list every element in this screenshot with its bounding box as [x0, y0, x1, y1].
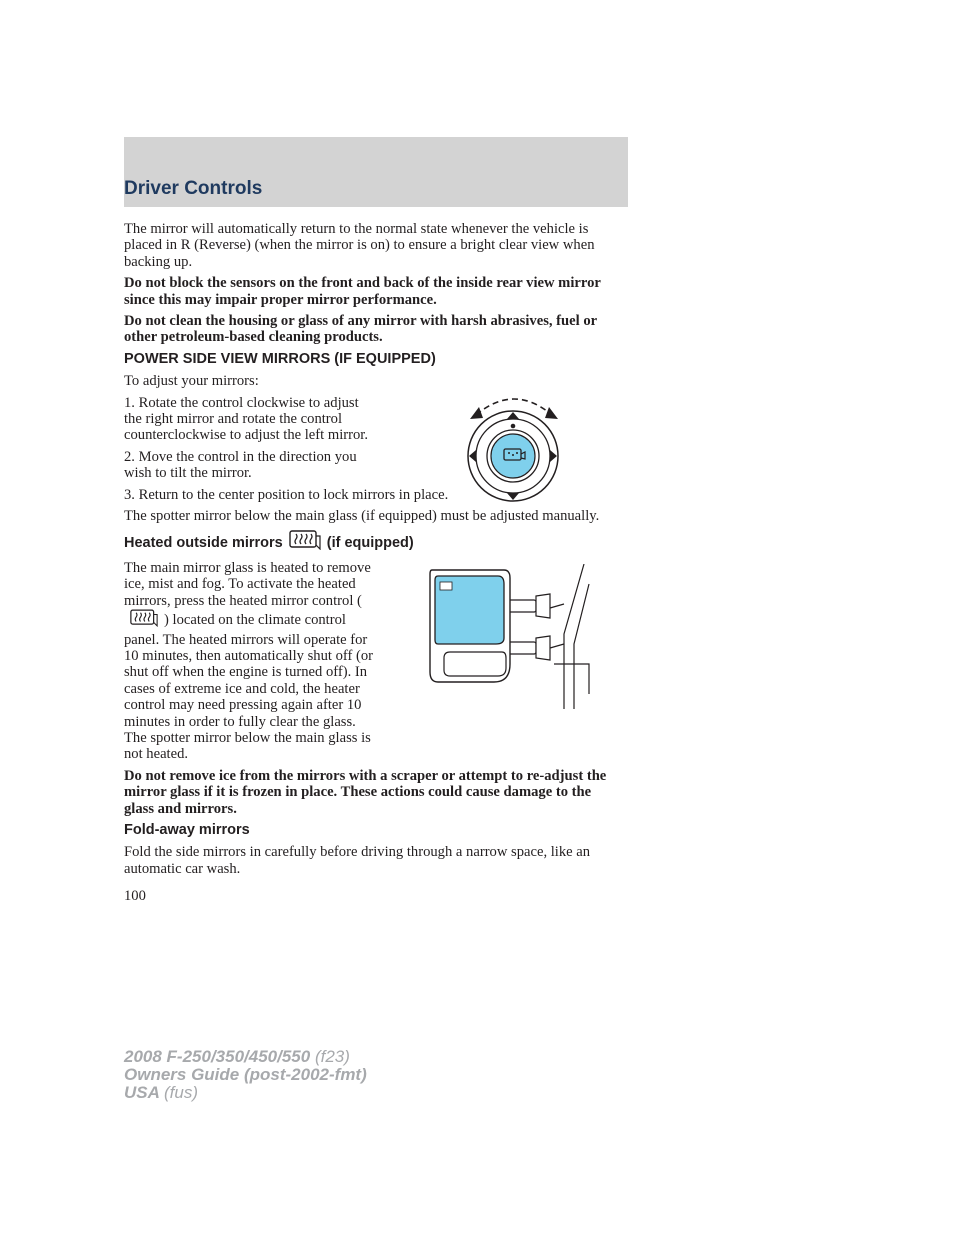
- heated-mirror-body: The main mirror glass is heated to remove ice, mist and fog. To activate the heated mirrors, press the heated mirror control () located on the climate control panel. The heated mirrors will operate for 10 minutes, then automatically shut off (or shut off when the engine is turned off). In cases of extreme ice and cold, the heater control may need pressing again after 10 minutes in order to fully clear the glass. The spotter mirror below the main glass is not heated.: [124, 559, 373, 763]
- power-mirror-steps: [124, 395, 624, 482]
- heated-mirror-section: [124, 560, 624, 763]
- fold-away-heading: Fold-away mirrors: [124, 822, 250, 838]
- side-mirror-illustration: [424, 564, 594, 709]
- step-1: 1. Rotate the control clockwise to adjust the right mirror and rotate the control counterclockwise to adjust the left mirror.: [124, 394, 368, 444]
- page-content: [124, 221, 624, 910]
- footer-market-line: USA (fus): [124, 1083, 198, 1102]
- document-footer: [124, 1048, 367, 1102]
- power-mirrors-lead: To adjust your mirrors:: [124, 373, 259, 390]
- footer-model-line: 2008 F-250/350/450/550 (f23): [124, 1047, 350, 1066]
- fold-away-body: Fold the side mirrors in carefully before driving through a narrow space, like an automatic car wash.: [124, 844, 591, 877]
- section-title: Driver Controls: [124, 178, 263, 199]
- step-3: 3. Return to the center position to lock mirrors in place.: [124, 486, 449, 503]
- section-header-band: [124, 137, 628, 207]
- step-2: 2. Move the control in the direction you wish to tilt the mirror.: [124, 448, 357, 482]
- mirror-control-knob-illustration: [464, 389, 564, 504]
- heated-mirror-icon: [130, 609, 158, 631]
- ice-warning: Do not remove ice from the mirrors with a scraper or attempt to re-adjust the mirror glass if it is frozen in place. These actions could cause damage to the glass and mirrors.: [124, 767, 607, 817]
- power-mirrors-heading: POWER SIDE VIEW MIRRORS (IF EQUIPPED): [124, 350, 436, 367]
- heated-mirror-icon: [289, 530, 321, 554]
- intro-paragraph: The mirror will automatically return to the normal state whenever the vehicle is placed in R (Reverse) (when the mirror is on) to ensure a bright clear view when backing up.: [124, 221, 595, 270]
- spotter-note: The spotter mirror below the main glass (if equipped) must be adjusted manually.: [124, 508, 600, 525]
- sensor-warning: Do not block the sensors on the front and back of the inside rear view mirror since this may impair proper mirror performance.: [124, 275, 601, 308]
- page-number: 100: [124, 888, 146, 905]
- heated-mirrors-heading: Heated outside mirrors (if equipped): [124, 530, 624, 554]
- footer-guide-line: Owners Guide (post-2002-fmt): [124, 1065, 367, 1084]
- cleaning-warning: Do not clean the housing or glass of any mirror with harsh abrasives, fuel or other petroleum-based cleaning products.: [124, 313, 597, 346]
